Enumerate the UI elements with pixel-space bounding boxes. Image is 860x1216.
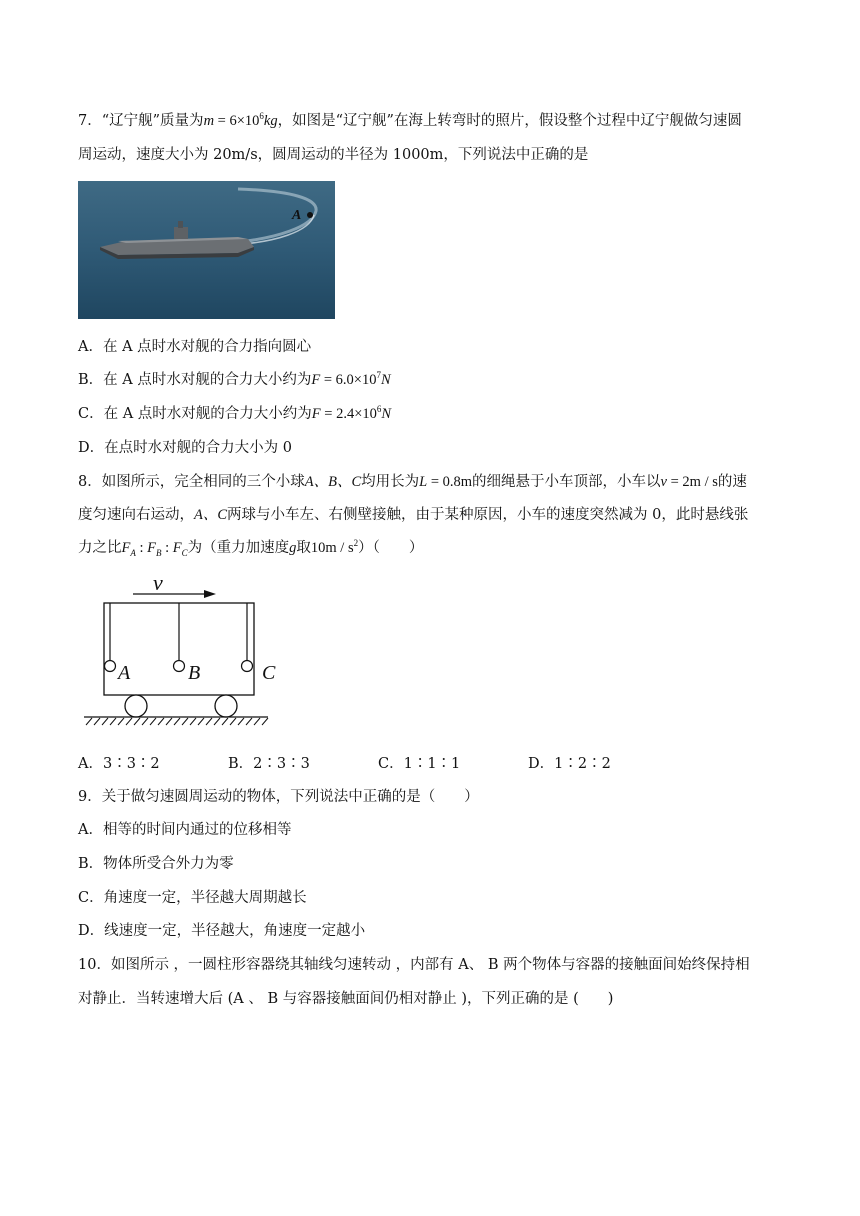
q8-length-symbol: L bbox=[419, 474, 428, 490]
q8-l1-text-c: 的细绳悬于小车顶部，小车以 bbox=[472, 474, 661, 490]
q8-l3-text-a: 力之比 bbox=[78, 540, 122, 556]
ball-c-label: C bbox=[262, 662, 276, 684]
q8-l1-balls: A、B、C bbox=[304, 474, 362, 490]
q8-gravity-formula bbox=[311, 540, 358, 556]
q7-option-c-symbol: F bbox=[311, 406, 321, 422]
tension-symbol-a: F bbox=[121, 540, 131, 556]
q7-mass-formula bbox=[204, 113, 278, 129]
ball-a-label: A bbox=[118, 662, 131, 684]
q8-stem-line-1 bbox=[78, 472, 747, 492]
tension-sub-c: C bbox=[181, 547, 188, 558]
q7-option-d: D．在点时水对舰的合力大小为 0 bbox=[78, 440, 292, 456]
ball-b-pendulum bbox=[174, 603, 185, 672]
q7-mass-value: = 6×10 bbox=[214, 113, 260, 129]
q8-option-d: D．1∶2∶2 bbox=[528, 756, 611, 772]
q7-stem-line-2: 周运动，速度大小为 20m/s，圆周运动的半径为 1000m，下列说法中正确的是 bbox=[78, 147, 589, 163]
q9-option-a: A．相等的时间内通过的位移相等 bbox=[78, 822, 292, 838]
tension-symbol-b: F bbox=[147, 540, 156, 556]
q7-stem-text-a: 7．“辽宁舰”质量为 bbox=[78, 113, 204, 129]
q7-option-b-exponent: 7 bbox=[376, 370, 381, 381]
q8-l3-text-b: 为（重力加速度 bbox=[187, 540, 290, 556]
ball-b-label: B bbox=[188, 662, 201, 684]
q8-speed-value: = 2m / s bbox=[666, 474, 718, 490]
q8-stem-line-2 bbox=[78, 505, 748, 525]
q8-gravity-symbol: g bbox=[289, 540, 297, 556]
q7-option-b-formula bbox=[311, 372, 390, 388]
q8-length-formula bbox=[419, 474, 472, 490]
q7-option-b-unit: N bbox=[380, 372, 391, 388]
q10-stem-line-1: 10．如图所示 ，一圆柱形容器绕其轴线匀速转动 ，内部有 A、 B 两个物体与容器的接触面间始终保持相 bbox=[78, 957, 750, 973]
q7-mass-symbol: m bbox=[203, 113, 215, 129]
ratio-colon-2: : bbox=[161, 540, 173, 556]
q8-gravity-exponent: 2 bbox=[353, 538, 359, 549]
cart-pendulum-diagram bbox=[78, 575, 288, 735]
q8-speed-symbol: v bbox=[660, 474, 667, 490]
ground-line bbox=[84, 717, 268, 725]
q8-option-c: C．1∶1∶1 bbox=[378, 756, 461, 772]
q7-option-c-unit: N bbox=[381, 406, 392, 422]
q7-mass-unit: kg bbox=[263, 113, 278, 129]
q7-option-c-exponent: 6 bbox=[376, 404, 382, 415]
q8-l1-text-d: 的速 bbox=[717, 474, 747, 490]
tension-sub-b: B bbox=[156, 547, 162, 558]
velocity-arrow bbox=[133, 590, 216, 598]
q7-option-b-text: B．在 A 点时水对舰的合力大小约为 bbox=[78, 372, 312, 388]
q8-l1-text-a: 8．如图所示，完全相同的三个小球 bbox=[78, 474, 305, 490]
q7-stem-text-b: ，如图是“辽宁舰”在海上转弯时的照片，假设整个过程中辽宁舰做匀速圆 bbox=[277, 113, 742, 129]
q8-tension-ratio bbox=[122, 540, 188, 556]
q8-length-value: = 0.8m bbox=[427, 474, 473, 490]
q9-option-c: C．角速度一定，半径越大周期越长 bbox=[78, 890, 307, 906]
q7-option-a: A．在 A 点时水对舰的合力指向圆心 bbox=[78, 339, 312, 355]
q8-option-b: B．2∶3∶3 bbox=[228, 756, 310, 772]
q8-l2-text-b: 两球与小车左、右侧壁接触，由于某种原因，小车的速度突然减为 0，此时悬线张 bbox=[227, 507, 749, 523]
wheel-left bbox=[125, 695, 147, 717]
ball-c-pendulum bbox=[242, 603, 253, 672]
q8-option-a: A．3∶3∶2 bbox=[78, 756, 160, 772]
q8-gravity-value: 10m / s bbox=[310, 540, 354, 556]
ball-a-pendulum bbox=[105, 603, 116, 672]
q7-mass-exponent: 6 bbox=[259, 111, 264, 122]
q7-option-b-symbol: F bbox=[311, 372, 321, 388]
q7-option-c bbox=[78, 404, 391, 424]
aircraft-carrier-photo bbox=[78, 181, 335, 319]
q10-stem-line-2: 对静止．当转速增大后 (A 、 B 与容器接触面间仍相对静止 )，下列正确的是 ( ) bbox=[78, 991, 614, 1007]
q7-stem-line-1 bbox=[78, 111, 742, 131]
tension-symbol-c: F bbox=[172, 540, 182, 556]
q8-l2-balls: A、C bbox=[194, 507, 228, 523]
q7-option-c-formula bbox=[312, 406, 391, 422]
q8-l1-text-b: 均用长为 bbox=[361, 474, 420, 490]
velocity-label: v bbox=[153, 575, 163, 595]
point-a-label: A bbox=[292, 208, 302, 223]
ratio-colon-1: : bbox=[135, 540, 148, 556]
q7-option-b-value: = 6.0×10 bbox=[320, 372, 377, 388]
q8-stem-line-3 bbox=[78, 538, 423, 558]
q8-l2-text-a: 度匀速向右运动， bbox=[78, 507, 194, 523]
wheel-right bbox=[215, 695, 237, 717]
q7-option-c-value: = 2.4×10 bbox=[320, 406, 377, 422]
q7-option-b bbox=[78, 370, 391, 390]
q8-l3-text-d: ）（ ） bbox=[358, 540, 424, 556]
q9-option-b: B．物体所受合外力为零 bbox=[78, 856, 234, 872]
q9-option-d: D．线速度一定，半径越大，角速度一定越小 bbox=[78, 923, 366, 939]
q7-option-c-text: C．在 A 点时水对舰的合力大小约为 bbox=[78, 406, 312, 422]
q8-speed-formula bbox=[661, 474, 718, 490]
q9-stem: 9．关于做匀速圆周运动的物体，下列说法中正确的是（ ） bbox=[78, 789, 479, 805]
q8-l3-text-c: 取 bbox=[296, 540, 311, 556]
tension-sub-a: A bbox=[130, 547, 136, 558]
